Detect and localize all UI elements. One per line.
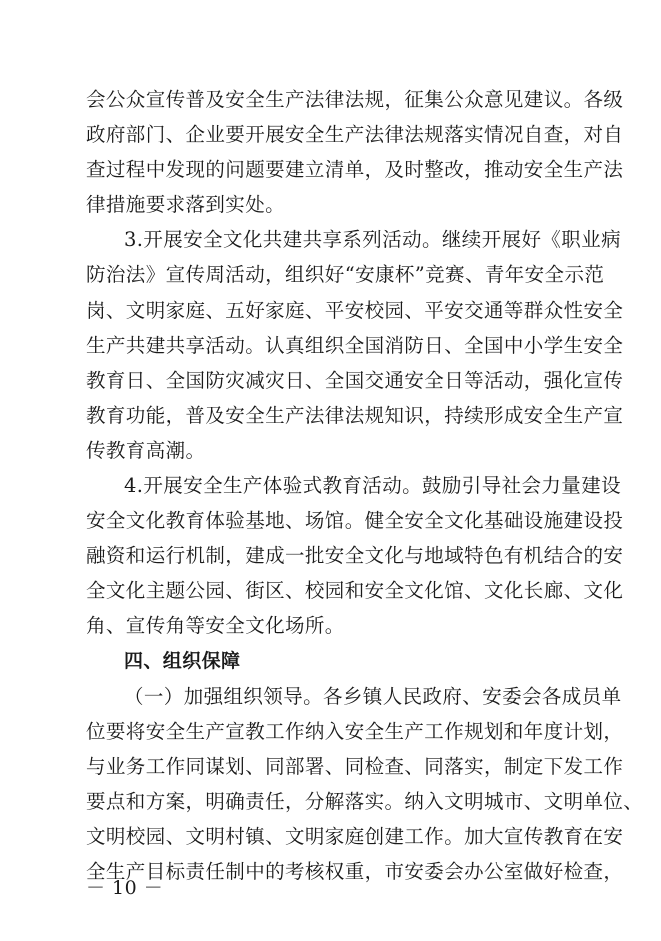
paragraph-line: 生产共建共享活动。认真组织全国消防日、全国中小学生安全 [86, 334, 624, 357]
paragraph-line: 全生产目标责任制中的考核权重，市安委会办公室做好检查， [86, 860, 624, 883]
paragraph-line: 岗、文明家庭、五好家庭、平安校园、平安交通等群众性安全 [86, 299, 624, 322]
paragraph-line: 与业务工作同谋划、同部署、同检查、同落实，制定下发工作 [86, 755, 624, 778]
paragraph-line: 安全文化教育体验基地、场馆。健全安全文化基础设施建设投 [86, 509, 624, 532]
paragraph-line: 全文化主题公园、街区、校园和安全文化馆、文化长廊、文化 [86, 579, 624, 602]
section-heading: 四、组织保障 [124, 650, 241, 672]
page-number: － 10 － [86, 877, 164, 899]
paragraph-line: 查过程中发现的问题要建立清单，及时整改，推动安全生产法 [86, 158, 624, 181]
paragraph-line: 教育日、全国防灾减灾日、全国交通安全日等活动，强化宣传 [86, 369, 624, 392]
paragraph-line: 政府部门、企业要开展安全生产法律法规落实情况自查，对自 [86, 123, 624, 146]
paragraph-line: 会公众宣传普及安全生产法律法规，征集公众意见建议。各级 [86, 88, 624, 111]
paragraph-line: 4.开展安全生产体验式教育活动。鼓励引导社会力量建设 [124, 474, 622, 497]
paragraph-line: 防治法》宣传周活动，组织好“安康杯”竞赛、青年安全示范 [86, 263, 605, 286]
paragraph-line: 角、宣传角等安全文化场所。 [86, 614, 345, 637]
paragraph-line: 传教育高潮。 [86, 439, 206, 462]
paragraph-line: 文明校园、文明村镇、文明家庭创建工作。加大宣传教育在安 [86, 825, 624, 848]
paragraph-line: 3.开展安全文化共建共享系列活动。继续开展好《职业病 [124, 228, 622, 251]
paragraph-line: 要点和方案，明确责任，分解落实。纳入文明城市、文明单位、 [86, 790, 644, 813]
paragraph-line: 位要将安全生产宣教工作纳入安全生产工作规划和年度计划， [86, 720, 624, 743]
paragraph-line: （一）加强组织领导。各乡镇人民政府、安委会各成员单 [124, 685, 622, 708]
paragraph-line: 融资和运行机制，建成一批安全文化与地域特色有机结合的安 [86, 544, 624, 567]
paragraph-line: 律措施要求落到实处。 [86, 193, 286, 216]
paragraph-line: 教育功能，普及安全生产法律法规知识，持续形成安全生产宣 [86, 404, 624, 427]
